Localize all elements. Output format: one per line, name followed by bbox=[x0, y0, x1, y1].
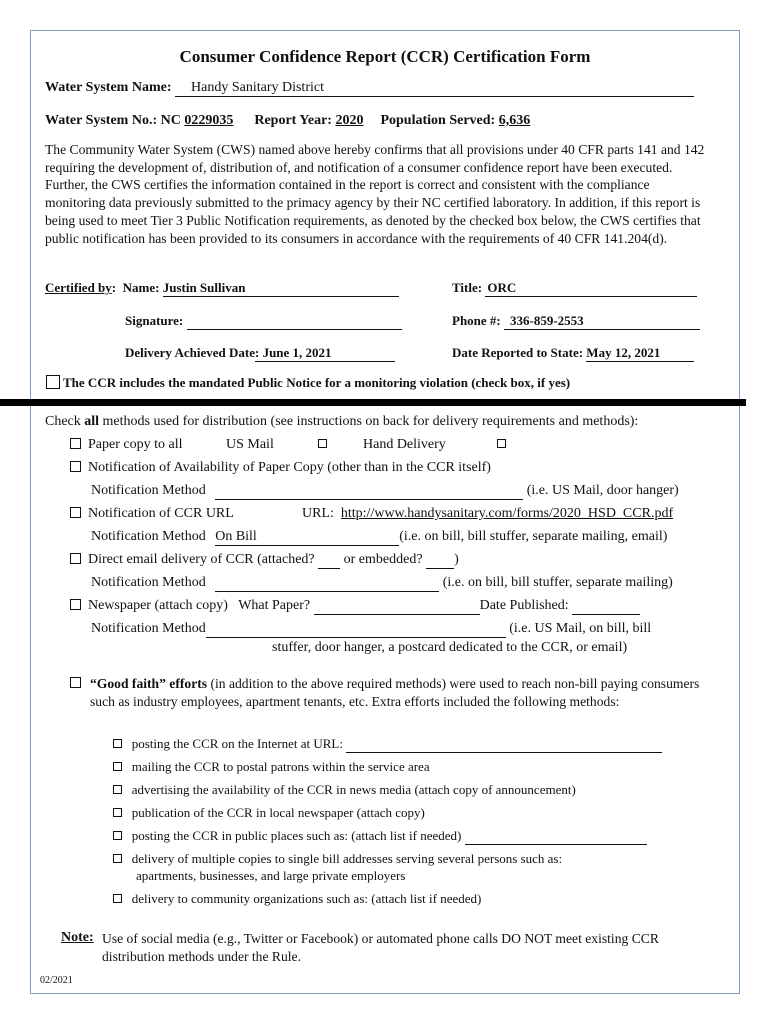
section-divider bbox=[0, 399, 746, 406]
notif-url-label: Notification of CCR URL bbox=[88, 506, 234, 521]
good-faith-description: (in addition to the above required methods) were used to reach non-bill paying consumers such as industry employees, apartment tenants, etc. Extra efforts included the following methods: bbox=[90, 676, 700, 709]
title-label: Title: bbox=[452, 280, 483, 295]
notif-url-method-label: Notification Method bbox=[91, 529, 206, 544]
certifier-name-field[interactable] bbox=[163, 280, 399, 297]
water-system-no-prefix: NC bbox=[160, 113, 181, 128]
newspaper-row bbox=[70, 598, 640, 615]
direct-email-label: Direct email delivery of CCR (attached? bbox=[88, 552, 315, 567]
newspaper-checkbox[interactable] bbox=[70, 599, 81, 610]
gf-public-places-field[interactable] bbox=[465, 828, 647, 845]
report-year-label: Report Year: bbox=[254, 113, 332, 128]
delivery-date-label: Delivery Achieved Date bbox=[125, 345, 255, 360]
population-label: Population Served: bbox=[380, 113, 496, 128]
phone-row bbox=[452, 313, 700, 330]
ccr-url-value[interactable]: http://www.handysanitary.com/forms/2020_HSD_CCR.pdf bbox=[340, 506, 674, 521]
methods-intro-pre: Check bbox=[45, 414, 85, 429]
gf-item-internet bbox=[113, 736, 662, 753]
direct-email-close: ) bbox=[454, 552, 459, 567]
notif-url-method-field[interactable] bbox=[215, 529, 399, 546]
phone-value: 336-859-2553 bbox=[510, 313, 584, 328]
delivery-date-field[interactable]: : June 1, 2021 bbox=[255, 345, 395, 362]
methods-intro-bold: all bbox=[84, 414, 100, 429]
gf-mailing-label: mailing the CCR to postal patrons within the service area bbox=[131, 759, 430, 774]
water-system-name-label: Water System Name: bbox=[45, 80, 172, 95]
paper-copy-label: Paper copy to all bbox=[88, 437, 183, 452]
water-system-name-value: Handy Sanitary District bbox=[191, 80, 324, 95]
good-faith-bold: “Good faith” efforts bbox=[90, 676, 208, 691]
notif-url-method-value: On Bill bbox=[215, 529, 257, 544]
methods-intro-post: methods used for distribution (see instructions on back for delivery requirements and methods): bbox=[99, 414, 639, 429]
notif-paper-hint: (i.e. US Mail, door hanger) bbox=[526, 483, 679, 498]
gf-publication-checkbox[interactable] bbox=[113, 808, 122, 817]
what-paper-field[interactable] bbox=[314, 598, 480, 615]
public-notice-row bbox=[46, 375, 570, 391]
direct-email-method-label: Notification Method bbox=[91, 575, 206, 590]
name-label: Name: bbox=[122, 280, 160, 295]
gf-community-checkbox[interactable] bbox=[113, 894, 122, 903]
phone-field[interactable] bbox=[504, 313, 700, 330]
gf-item-public-places bbox=[113, 828, 647, 845]
gf-advertising-checkbox[interactable] bbox=[113, 785, 122, 794]
direct-email-method-field[interactable] bbox=[215, 575, 439, 592]
newspaper-method-label: Notification Method bbox=[91, 621, 206, 636]
notif-paper-method-label: Notification Method bbox=[91, 483, 206, 498]
notif-url-hint: (i.e. on bill, bill stuffer, separate mailing, email) bbox=[399, 529, 668, 544]
delivery-row bbox=[125, 345, 395, 362]
title-row bbox=[452, 280, 697, 297]
system-info-row bbox=[45, 113, 530, 129]
gf-item-publication bbox=[113, 805, 425, 821]
notif-paper-label: Notification of Availability of Paper Copy (other than in the CCR itself) bbox=[88, 460, 491, 475]
notif-url-row bbox=[70, 506, 234, 522]
gf-item-community bbox=[113, 891, 481, 907]
water-system-name-row bbox=[45, 80, 694, 97]
gf-item-advertising bbox=[113, 782, 576, 798]
gf-internet-checkbox[interactable] bbox=[113, 739, 122, 748]
notif-paper-method-row bbox=[91, 483, 679, 500]
direct-email-method-row bbox=[91, 575, 673, 592]
gf-advertising-label: advertising the availability of the CCR in news media (attach copy of announcement) bbox=[131, 782, 576, 797]
signature-field[interactable] bbox=[187, 313, 402, 330]
notif-url-method-row bbox=[91, 529, 667, 546]
notif-paper-method-field[interactable] bbox=[215, 483, 523, 500]
form-revision: 02/2021 bbox=[40, 975, 73, 986]
date-published-label: Date Published: bbox=[479, 598, 569, 613]
certification-paragraph: The Community Water System (CWS) named above hereby confirms that all provisions under 40 CFR parts 141 and 142 requiring the development of, distribution of, and notification of a consumer confidence report have been executed. Further, the CWS certifies the information contained in the report is correct and consistent with the compliance monitoring data previously submitted to the primacy agency by their NC certified laboratory. In addition, if this report is being used to meet Tier 3 Public Notification requirements, as denoted by the checked box below, the CWS certifies that public notification has been provided to its consumers in accordance with the requirements of 40 CFR 141.204(d). bbox=[45, 142, 705, 246]
note-text: Use of social media (e.g., Twitter or Facebook) or automated phone calls DO NOT meet existing CCR distribution methods under the Rule. bbox=[102, 931, 659, 964]
paper-copy-checkbox[interactable] bbox=[70, 438, 81, 449]
gf-multiple-copies-checkbox[interactable] bbox=[113, 854, 122, 863]
date-published-field[interactable] bbox=[572, 598, 640, 615]
hand-delivery-checkbox[interactable] bbox=[497, 439, 506, 448]
signature-label: Signature: bbox=[125, 313, 184, 328]
us-mail-checkbox[interactable] bbox=[318, 439, 327, 448]
water-system-no-value[interactable]: 0229035 bbox=[184, 113, 234, 128]
gf-multiple-copies-label: delivery of multiple copies to single bill addresses serving several persons such as: bbox=[131, 851, 563, 866]
gf-item-mailing bbox=[113, 759, 430, 775]
gf-multiple-copies-continued: apartments, businesses, and large private employers bbox=[136, 868, 406, 883]
gf-public-places-label: posting the CCR in public places such as: (attach list if needed) bbox=[131, 828, 462, 843]
phone-label: Phone #: bbox=[452, 313, 501, 328]
certifier-title-value: ORC bbox=[487, 280, 517, 295]
direct-email-row bbox=[70, 552, 459, 569]
what-paper-label: What Paper? bbox=[238, 598, 311, 613]
gf-public-places-checkbox[interactable] bbox=[113, 831, 122, 840]
methods-intro bbox=[45, 414, 638, 430]
email-attached-field[interactable] bbox=[318, 552, 340, 569]
hand-delivery-checkbox-wrap bbox=[497, 437, 506, 453]
good-faith-text bbox=[90, 675, 710, 710]
notif-url-checkbox[interactable] bbox=[70, 507, 81, 518]
note-label: Note: bbox=[61, 930, 94, 945]
gf-community-label: delivery to community organizations such as: (attach list if needed) bbox=[131, 891, 482, 906]
us-mail-label: US Mail bbox=[226, 437, 274, 452]
signature-row bbox=[125, 313, 402, 330]
newspaper-hint-2: stuffer, door hanger, a postcard dedicated to the CCR, or email) bbox=[272, 640, 628, 655]
newspaper-method-field[interactable] bbox=[206, 621, 506, 638]
newspaper-hint-1: (i.e. US Mail, on bill, bill bbox=[509, 621, 652, 636]
direct-email-hint: (i.e. on bill, bill stuffer, separate mailing) bbox=[442, 575, 673, 590]
water-system-no-label: Water System No.: bbox=[45, 113, 158, 128]
public-notice-checkbox[interactable] bbox=[46, 375, 60, 389]
certifier-name-value: Justin Sullivan bbox=[162, 280, 246, 295]
certifier-title-field[interactable] bbox=[485, 280, 697, 297]
date-reported-row bbox=[452, 345, 694, 362]
good-faith-checkbox-wrap bbox=[70, 676, 81, 692]
gf-mailing-checkbox[interactable] bbox=[113, 762, 122, 771]
email-embedded-field[interactable] bbox=[426, 552, 454, 569]
good-faith-checkbox[interactable] bbox=[70, 677, 81, 688]
certified-by-label: Certified by bbox=[45, 280, 112, 295]
report-year-value[interactable]: 2020 bbox=[335, 113, 364, 128]
public-notice-label: The CCR includes the mandated Public Notice for a monitoring violation (check box, if yes) bbox=[63, 375, 571, 390]
water-system-name-field[interactable] bbox=[175, 80, 694, 97]
us-mail-checkbox-wrap bbox=[318, 437, 327, 453]
delivery-date-value: June 1, 2021 bbox=[262, 345, 332, 360]
gf-internet-label: posting the CCR on the Internet at URL: bbox=[131, 736, 343, 751]
gf-publication-label: publication of the CCR in local newspaper (attach copy) bbox=[131, 805, 425, 820]
direct-email-checkbox[interactable] bbox=[70, 553, 81, 564]
gf-internet-url-field[interactable] bbox=[346, 736, 662, 753]
date-reported-value: May 12, 2021 bbox=[586, 345, 661, 360]
notif-paper-checkbox[interactable] bbox=[70, 461, 81, 472]
ccr-url-label: URL: bbox=[302, 506, 334, 521]
population-value[interactable]: 6,636 bbox=[498, 113, 531, 128]
form-title: Consumer Confidence Report (CCR) Certification Form bbox=[179, 47, 591, 66]
hand-delivery-label: Hand Delivery bbox=[363, 437, 446, 452]
certified-by-row: Certified by: Name: Justin Sullivan bbox=[45, 280, 399, 297]
date-reported-field[interactable] bbox=[586, 345, 694, 362]
paper-copy-row bbox=[70, 437, 182, 453]
gf-item-multiple-copies bbox=[113, 851, 562, 867]
date-reported-label: Date Reported to State: bbox=[452, 345, 584, 360]
newspaper-label: Newspaper (attach copy) bbox=[88, 598, 228, 613]
ccr-url-row bbox=[302, 506, 673, 522]
direct-email-embedded: or embedded? bbox=[343, 552, 423, 567]
notif-paper-row bbox=[70, 460, 491, 476]
newspaper-method-row bbox=[91, 621, 651, 638]
